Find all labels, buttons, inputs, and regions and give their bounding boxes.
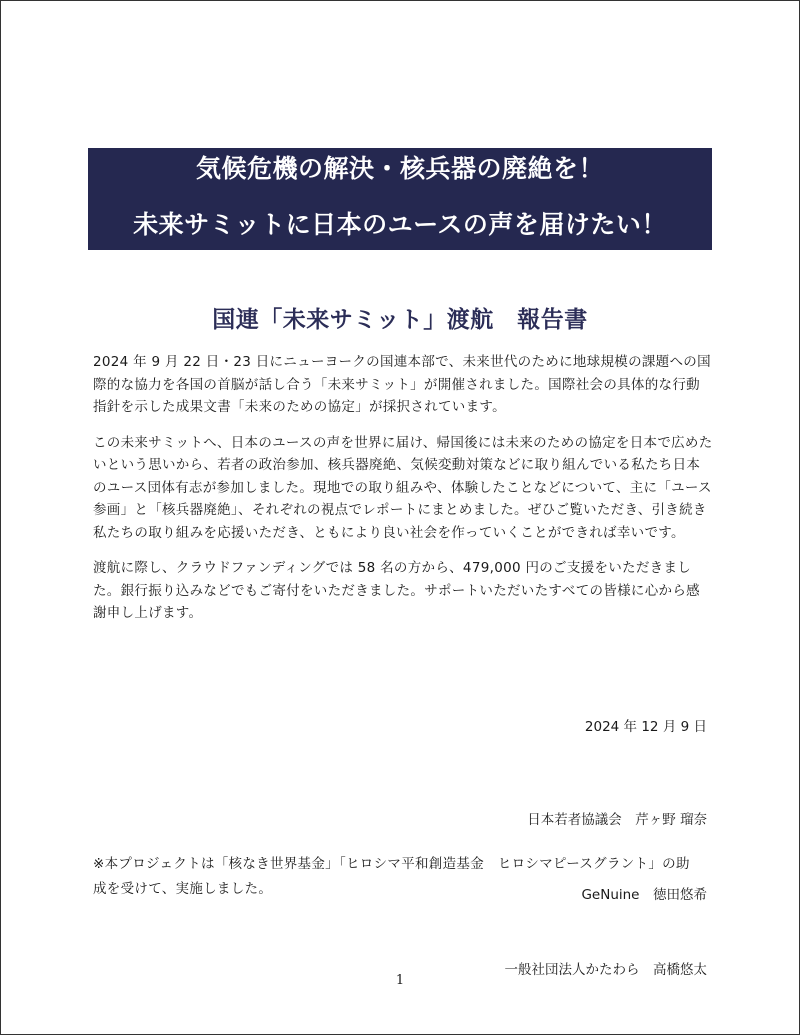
page-number: 1	[395, 973, 405, 988]
paragraph-summit-overview: 2024 年 9 月 22 日・23 日にニューヨークの国連本部で、未来世代のために地球規模の課題への国際的な協力を各国の首脳が話し合う「未来サミット」が開催されました。国際社会の具体的な行動指針を示した成果文書「未来のための協定」が採択されています。	[93, 354, 711, 415]
paragraph-acknowledgement: 渡航に際し、クラウドファンディングでは 58 名の方から、479,000 円のご支援をいただきました。銀行振り込みなどでもご寄付をいただきました。サポートいただいたすべての皆様に心から感謝申し上げます。	[93, 560, 700, 621]
paragraph-participation: この未来サミットへ、日本のユースの声を世界に届け、帰国後には未来のための協定を日本で広めたいという思いから、若者の政治参加、核兵器廃絶、気候変動対策などに取り組んでいる私たち日本のユース団体有志が参加しました。現地での取り組みや、体験したことなどについて、主に「ユース参画」と「核兵器廃絶」、それぞれの視点でレポートにまとめました。ぜひご覧いただき、引き続き私たちの取り組みを応援いただき、ともにより良い社会を作っていくことができれば幸いです。	[93, 434, 713, 541]
report-body	[93, 351, 713, 638]
report-title: 国連「未来サミット」渡航 報告書	[212, 307, 588, 333]
title-banner	[88, 148, 712, 250]
banner-headline-2: 未来サミットに日本のユースの声を届けたい！	[133, 210, 667, 239]
signature-line: 一般社団法人かたわら 高橋悠太	[504, 962, 707, 978]
report-date: 2024 年 12 月 9 日	[584, 719, 707, 735]
funding-note: ※本プロジェクトは「核なき世界基金」「ヒロシマ平和創造基金 ヒロシマピースグラント」の助 成を受けて、実施しました。	[93, 856, 690, 897]
signature-line: GeNuine 徳田悠希	[581, 887, 707, 903]
banner-headline-1: 気候危機の解決・核兵器の廃絶を！	[195, 154, 604, 183]
signature-line: 日本若者協議会 芹ヶ野 瑠奈	[527, 812, 707, 828]
